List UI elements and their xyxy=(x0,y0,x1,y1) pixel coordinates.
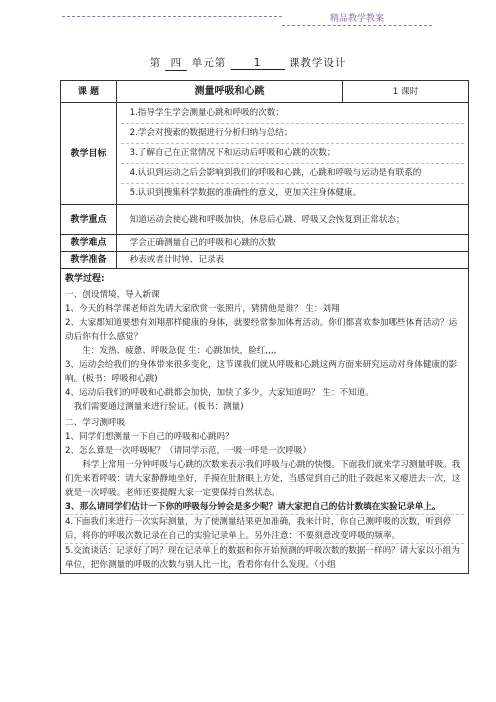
header-text: 精品教学教案 xyxy=(329,14,384,24)
document-title xyxy=(0,55,496,71)
goal-item: 4.认识到运动之后会影响到我们的呼吸和心跳，心跳和呼吸与运动是有联系的 xyxy=(121,163,464,183)
title-pre: 第 xyxy=(149,57,162,69)
lesson-plan-table xyxy=(60,80,469,574)
preparation-row xyxy=(61,252,469,269)
difficulty-text: 学会正确测量自己的呼吸和心跳的次数 xyxy=(117,235,469,252)
process-line: 一、创设情境，导入新课 xyxy=(65,290,160,300)
process-line: 生：发热、疲惫、呼吸急促 生：心跳加快，脸红,,,, xyxy=(82,346,277,356)
title-lesson-number: 1 xyxy=(231,57,285,70)
class-hours: 1 课时 xyxy=(343,81,469,103)
key-point-text: 知道运动会使心跳和呼吸加快，休息后心跳、呼吸又会恢复到正常状态； xyxy=(117,205,469,235)
goal-item: 5.认识到搜集科学数据的准确性的意义，更加关注身体健康。 xyxy=(121,183,464,203)
process-line: 1、同学们想测量一下自己的呼吸和心跳吗？ xyxy=(65,432,234,442)
difficulty-row xyxy=(61,235,469,252)
process-row xyxy=(61,269,469,574)
title-unit: 四 xyxy=(165,55,187,71)
goals-label: 教学目标 xyxy=(61,103,117,205)
topic-label: 课 题 xyxy=(61,81,117,103)
goals-content xyxy=(117,103,469,205)
goal-item: 1.指导学生学会测量心跳和呼吸的次数； xyxy=(129,108,284,118)
preparation-label: 教学准备 xyxy=(61,252,117,269)
process-line: 4.下面我们来进行一次实际测量，为了使测量结果更加准确，我来计时，你自己测呼吸的次数，听到停后，将你的呼吸次数记录在自己的实验记录单上。另外注意：不要刻意改变呼吸的频率。 xyxy=(65,514,464,543)
goal-item: 3.了解自己在正常情况下和运动后呼吸和心跳的次数； xyxy=(121,143,464,163)
difficulty-label: 教学难点 xyxy=(61,235,117,252)
header-rule xyxy=(62,16,282,17)
key-point-row xyxy=(61,205,469,235)
process-line: 5.交流谈话：记录好了吗？现在记录单上的数据和你开始预测的呼吸次数的数据一样吗？请大家以小组为单位，把你测量的呼吸的次数与别人比一比，看看你有什么发现。（小组 xyxy=(65,543,464,572)
process-line: 3、运动会给我们的身体带来很多变化，这节课我们就从呼吸和心跳这两方面来研究运动对身体健康的影响。(板书：呼吸和心跳) xyxy=(65,360,458,384)
process-line: 3、那么请同学们估计一下你的呼吸每分钟会是多少呢？请大家把自己的估计数填在实验记录单上。 xyxy=(65,502,441,512)
process-line: 4、运动后我们的呼吸和心跳都会加快，加快了多少，大家知道吗？ 生：不知道。 xyxy=(65,388,374,398)
topic-value: 测量呼吸和心跳 xyxy=(117,81,343,103)
title-mid: 单元第 xyxy=(191,57,227,69)
process-line: 科学上常用一分钟呼吸与心跳的次数来表示我们呼吸与心跳的快慢。下面我们就来学习测量呼吸。我们先来看呼吸：请大家静静地坐好，手摸在肚脐眼上方处，当感觉到自己的肚子鼓起来又瘪进去一次，这就是一次呼吸。老师还要提醒大家一定要保持自然状态。 xyxy=(65,460,461,498)
topic-row xyxy=(61,81,469,103)
process-line: 2、怎么算是一次呼吸呢？（请同学示范，一吸一呼是一次呼吸） xyxy=(65,446,312,456)
process-line: 二、学习测呼吸 xyxy=(65,418,126,428)
goals-row xyxy=(61,103,469,205)
process-content xyxy=(61,269,469,574)
key-point-label: 教学重点 xyxy=(61,205,117,235)
title-post: 课教学设计 xyxy=(288,57,347,69)
page-header xyxy=(282,6,432,26)
preparation-text: 秒表或者计时钟、记录表 xyxy=(117,252,469,269)
process-line: 我们需要通过测量来进行验证。(板书：测量) xyxy=(73,402,244,412)
process-title: 教学过程: xyxy=(65,274,105,284)
process-line: 2、大家都知道要想有刘翔那样健康的身体，就要经常参加体育活动。你们都喜欢参加哪些体育活动？运动后你有什么感觉？ xyxy=(65,318,458,342)
goal-item: 2.学会对搜索的数据进行分析归纳与总结； xyxy=(121,123,464,143)
process-line: 1、今天的科学课老师首先请大家欣赏一张照片，猜猜他是谁？ 生：刘翔 xyxy=(65,304,340,314)
